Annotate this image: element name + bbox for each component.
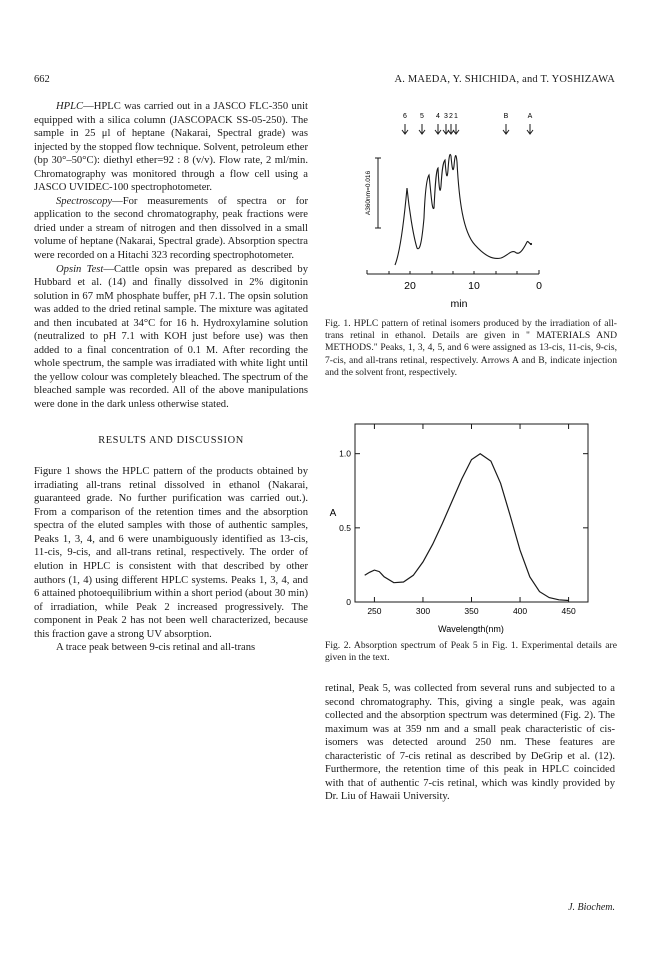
peak-label-2: 2 bbox=[449, 113, 453, 120]
y-ticks bbox=[339, 449, 588, 607]
page-number: 662 bbox=[34, 74, 50, 85]
trace-end-dot bbox=[530, 243, 532, 245]
paragraph-spectroscopy bbox=[34, 195, 308, 263]
paragraph-peak5: retinal, Peak 5, was collected from several runs and subjected to a second chromatography. This, giving a single peak, was again collected and the absorption spectrum was determined (Fig. 2). The maximum was at 359 nm and a small peak characteristic of cis-isomers was detected around 250 nm. These features are characteristic of 7-cis retinal as described by DeGrip et al. (12). Furthermore, the retention time of this peak in HPLC coincided with that of authentic 7-cis retinal, which was kindly provided by Dr. Liu of Hawaii University. bbox=[325, 683, 615, 803]
peak-label-b: B bbox=[503, 113, 509, 120]
peak-label-1: 1 bbox=[454, 113, 458, 120]
scale-bar-label: A360nm=0.016 bbox=[365, 170, 372, 216]
peak-label-6: 6 bbox=[403, 113, 407, 120]
x-ticks bbox=[367, 424, 576, 616]
paragraph-opsin bbox=[34, 263, 308, 412]
figure-1-caption-label: Fig. 1. bbox=[325, 318, 351, 329]
chromatogram-trace bbox=[395, 154, 531, 265]
x-axis-label: Wavelength(nm) bbox=[438, 624, 504, 634]
x-tick-label: 250 bbox=[367, 606, 382, 616]
figure-1-caption bbox=[325, 318, 617, 379]
time-axis-label: min bbox=[450, 298, 468, 310]
x-tick-label: 400 bbox=[512, 606, 528, 616]
time-tick-0: 0 bbox=[536, 280, 542, 292]
time-axis bbox=[367, 270, 539, 274]
opsin-text: —Cattle opsin was prepared as described by Hubbard et al. (14) and finally dissolved in 2% digitonin solution in 67 mM phosphate buffer, pH 7.1. The opsin solution was added to the dried retinal sample. The mixture was agitated and then incubated at 34°C for 16 h. Hydroxylamine solution (neutralized to pH 7.1 with KOH just before use) was then added to a final concentration of 0.1 M. After recording the whole spectrum, the sample was irradiated with white light until the yellow colour was completely bleached. The spectrum of the bleached sample was recorded. All of the above manipulations were done in the dark unless otherwise stated. bbox=[34, 263, 308, 411]
figure-1-caption-text: HPLC pattern of retinal isomers produced by the irradiation of all-trans retinal in ethanol. Details are given in " MATERIALS AND METHODS." Peaks, 1, 3, 4, 5, and 6 were assigned as 13-cis, 11-cis, 9-cis, 7-cis, and all-trans retinal, respectively. Arrows A and B, indicate injection and the solvent front, respectively. bbox=[325, 318, 617, 378]
plot-frame bbox=[355, 424, 588, 602]
figure-2-caption bbox=[325, 640, 617, 664]
x-tick-label: 300 bbox=[415, 606, 431, 616]
hplc-text: —HPLC was carried out in a JASCO FLC-350 unit equipped with a silica column (JASCOPACK SS-05-250). The sample in 25 μl of heptane (Nakarai, Spectral grade) was injected by the stopped flow technique. Solvent, petroleum ether (bp 30°–50°C): diethyl ether=92 : 8 (v/v). Flow rate, 2 ml/min. Chromatography was monitored through a flow cell using a JASCO UVIDEC-100 spectrophotometer. bbox=[34, 101, 308, 194]
figure-1-hplc-chromatogram bbox=[325, 100, 625, 315]
peak-label-4: 4 bbox=[436, 113, 440, 120]
left-column bbox=[34, 100, 308, 655]
paragraph-hplc bbox=[34, 100, 308, 195]
scale-bar bbox=[375, 158, 381, 228]
peak-arrows bbox=[402, 124, 533, 134]
journal-footer: J. Biochem. bbox=[568, 902, 615, 913]
spectrum-line bbox=[365, 454, 569, 601]
y-tick-label: 0.5 bbox=[339, 522, 351, 533]
paragraph-trace-peak: A trace peak between 9-cis retinal and all-trans bbox=[56, 642, 256, 654]
spectroscopy-label: Spectroscopy bbox=[56, 195, 113, 207]
section-heading: RESULTS AND DISCUSSION bbox=[98, 434, 244, 446]
hplc-label: HPLC bbox=[56, 101, 84, 112]
y-axis-label: A bbox=[329, 508, 337, 519]
figure-2-absorption-spectrum bbox=[325, 420, 625, 635]
right-column bbox=[325, 682, 615, 804]
figure-2-caption-label: Fig. 2. bbox=[325, 640, 351, 651]
x-tick-label: 350 bbox=[464, 606, 479, 616]
peak-label-3: 3 bbox=[444, 113, 448, 120]
figure-2-caption-text: Absorption spectrum of Peak 5 in Fig. 1. Experimental details are given in the text. bbox=[325, 640, 618, 664]
opsin-label: Opsin Test bbox=[56, 263, 104, 275]
x-tick-label: 450 bbox=[561, 606, 576, 616]
time-tick-10: 10 bbox=[468, 280, 480, 292]
paragraph-results: Figure 1 shows the HPLC pattern of the products obtained by irradiating all-trans retinal dissolved in ethanol (Nakarai, guaranteed grade. No further purification was carried out.). From a comparison of the retention times and the absorption spectra of the eluted samples with those of authentic samples, Peaks 1, 3, 4, and 6 were unambiguously identified as 13-cis, 11-cis, 9-cis, and all-trans retinal, respectively. The order of elution in HPLC is consistent with that described by other authors (1, 4) using different HPLC systems. Peaks 1, 3, 4, and 6 attained photoequilibrium within a short period (about 30 min) of irradiation, while Peak 2 increased progressively. The component in Peak 2 has not been well characterized, because this fraction gave a strong UV absorption. bbox=[34, 466, 308, 640]
y-tick-label: 0 bbox=[346, 597, 351, 607]
spectroscopy-text: —For measurements of spectra or for application to the second chromatography, peak fractions were dried under a stream of nitrogen and then dissolved in a small volume of heptane (Nakarai, Spectral grade). Absorption spectra were recorded on a Hitachi 323 recording spectrophotometer. bbox=[34, 195, 308, 262]
time-tick-20: 20 bbox=[404, 280, 416, 292]
peak-label-a: A bbox=[527, 113, 533, 120]
peak-label-5: 5 bbox=[420, 113, 424, 120]
y-tick-label: 1.0 bbox=[339, 448, 351, 459]
running-head: A. MAEDA, Y. SHICHIDA, and T. YOSHIZAWA bbox=[394, 74, 615, 85]
